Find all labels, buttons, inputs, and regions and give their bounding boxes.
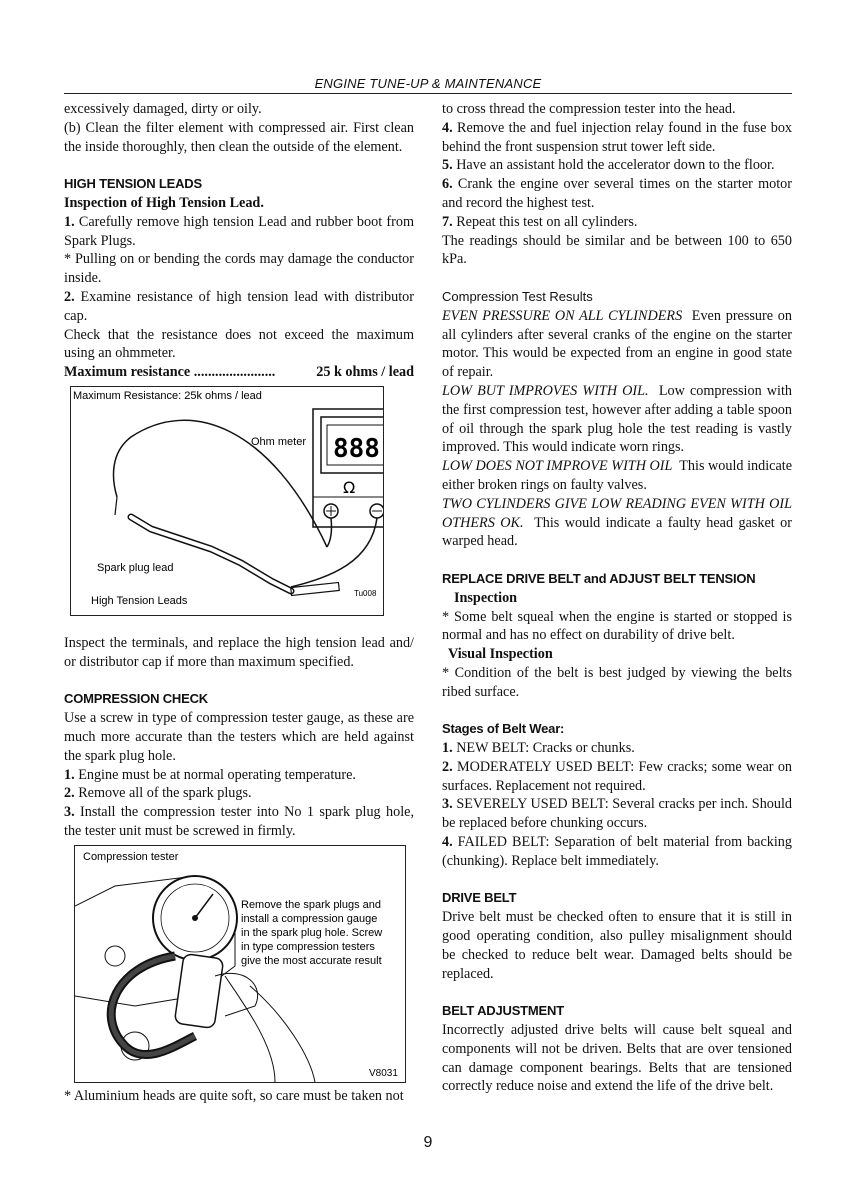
paragraph: Incorrectly adjusted drive belts will cause belt squeal and components will not be driven. Belts that are over tensioned can damage component bearings. Belts that are tensioned correctly reduce noise and extend the life of the drive belt. (442, 1022, 792, 1095)
compression-tester-illustration (75, 846, 405, 1082)
step: 3. Install the compression tester into No 1 spark plug hole, the tester unit must be screwed in firmly. (64, 804, 414, 839)
stage-item: 4. FAILED BELT: Separation of belt material from backing (chunking). Replace belt immediately. (442, 834, 792, 869)
result-two-cylinders: TWO CYLINDERS GIVE LOW READING EVEN WITH OIL OTHERS OK. This would indicate a faulty head gasket or warped head. (442, 495, 792, 550)
stage-item: 1. NEW BELT: Cracks or chunks. (442, 740, 635, 757)
step: 7. Repeat this test on all cylinders. (442, 213, 638, 230)
figure-code: V8031 (369, 1067, 398, 1079)
subheading-visual-inspection: Visual Inspection (448, 646, 553, 663)
result-low-improves: LOW BUT IMPROVES WITH OIL. Low compression with the first compression test, however after adding a table spoon of oil through the spark plug hole the test reading is vastly improved. This would indicate worn rings. (442, 382, 792, 456)
max-resistance-spec: Maximum resistance ....................... 25 k ohms / lead (64, 364, 414, 381)
paragraph: * Aluminium heads are quite soft, so care must be taken not (64, 1087, 404, 1104)
ohmmeter-illustration (71, 387, 383, 615)
meter-display: 888 (333, 433, 380, 464)
figure-title: Compression tester (83, 850, 179, 863)
spark-plug-lead-label: Spark plug lead (97, 561, 174, 574)
paragraph: (b) Clean the filter element with compressed air. First clean the inside thoroughly, then clean the outside of the element. (64, 119, 414, 155)
section-heading-belt-wear: Stages of Belt Wear: (442, 721, 565, 737)
section-heading-compression-results: Compression Test Results (442, 288, 593, 304)
subheading-inspection: Inspection (454, 589, 518, 606)
page-number: 9 (423, 1134, 433, 1151)
figure-code: Tu008 (354, 588, 377, 598)
step: 2. Examine resistance of high tension lead with distributor cap. (64, 288, 414, 324)
section-heading-compression: COMPRESSION CHECK (64, 691, 208, 707)
step: 4. Remove the and fuel injection relay found in the fuse box behind the front suspension strut tower left side. (442, 119, 793, 155)
high-tension-leads-label: High Tension Leads (91, 594, 188, 607)
note: * Pulling on or bending the cords may damage the conductor inside. (64, 251, 414, 287)
left-column (64, 100, 414, 1106)
figure-caption: Maximum Resistance: 25k ohms / lead (73, 389, 262, 402)
step: 1. Carefully remove high tension Lead and rubber boot from Spark Plugs. (64, 213, 414, 249)
paragraph: Check that the resistance does not exceed the maximum using an ohmmeter. (64, 326, 414, 362)
paragraph: Drive belt must be checked often to ensure that it is still in good operating condition, also pulley misalignment should be checked to reduce belt wear. Damaged belts should be replaced. (442, 909, 792, 982)
paragraph: The readings should be similar and be between 100 to 650 kPa. (442, 232, 792, 268)
step: 1. Engine must be at normal operating temperature. (64, 766, 356, 783)
section-heading-high-tension: HIGH TENSION LEADS (64, 176, 202, 192)
stage-item: 2. MODERATELY USED BELT: Few cracks; some wear on surfaces. Replacement not required. (442, 758, 793, 794)
paragraph: * Condition of the belt is best judged by viewing the belts ribed surface. (442, 664, 792, 700)
ohm-meter-label: Ohm meter (251, 435, 307, 448)
callout-line: give the most accurate result (241, 954, 382, 967)
paragraph: excessively damaged, dirty or oily. (64, 101, 262, 117)
ohmmeter-figure (70, 386, 384, 616)
result-even: EVEN PRESSURE ON ALL CYLINDERS Even pressure on all cylinders after several cranks of the engine on the starter motor. This would be expected from an engine in good state of repair. (442, 307, 792, 381)
step: 2. Remove all of the spark plugs. (64, 785, 252, 802)
stage-item: 3. SEVERELY USED BELT: Several cracks per inch. Should be replaced before chunking occurs. (442, 796, 793, 832)
step: 6. Crank the engine over several times on the starter motor and record the highest test. (442, 176, 792, 211)
subheading: Inspection of High Tension Lead. (64, 194, 264, 211)
running-header: ENGINE TUNE-UP & MAINTENANCE (314, 76, 542, 91)
ohm-symbol: Ω (343, 477, 356, 497)
paragraph: * Some belt squeal when the engine is started or stopped is normal and has no effect on durability of drive belt. (442, 608, 792, 644)
section-heading-drive-belt: REPLACE DRIVE BELT and ADJUST BELT TENSION (442, 570, 756, 586)
section-heading-drive-belt-check: DRIVE BELT (442, 890, 517, 906)
right-column (442, 100, 792, 1096)
callout-line: Remove the spark plugs and (241, 898, 382, 911)
paragraph: Use a screw in type of compression tester gauge, as these are much more accurate than the testers which are held against the spark plug hole. (64, 710, 414, 764)
callout-line: in the spark plug hole. Screw (241, 926, 383, 939)
header-rule (64, 93, 792, 94)
callout-line: install a compression gauge (241, 912, 378, 925)
step: 5. Have an assistant hold the accelerator down to the floor. (442, 157, 775, 174)
result-low-no-improve: LOW DOES NOT IMPROVE WITH OIL This would indicate either broken rings on faulty valves. (442, 458, 792, 493)
compression-tester-figure (74, 845, 406, 1083)
paragraph: to cross thread the compression tester into the head. (442, 101, 736, 117)
callout-line: in type compression testers (241, 940, 375, 953)
section-heading-belt-adjustment: BELT ADJUSTMENT (442, 1003, 564, 1019)
paragraph: Inspect the terminals, and replace the high tension lead and/ or distributor cap if more than maximum specified. (64, 634, 414, 670)
